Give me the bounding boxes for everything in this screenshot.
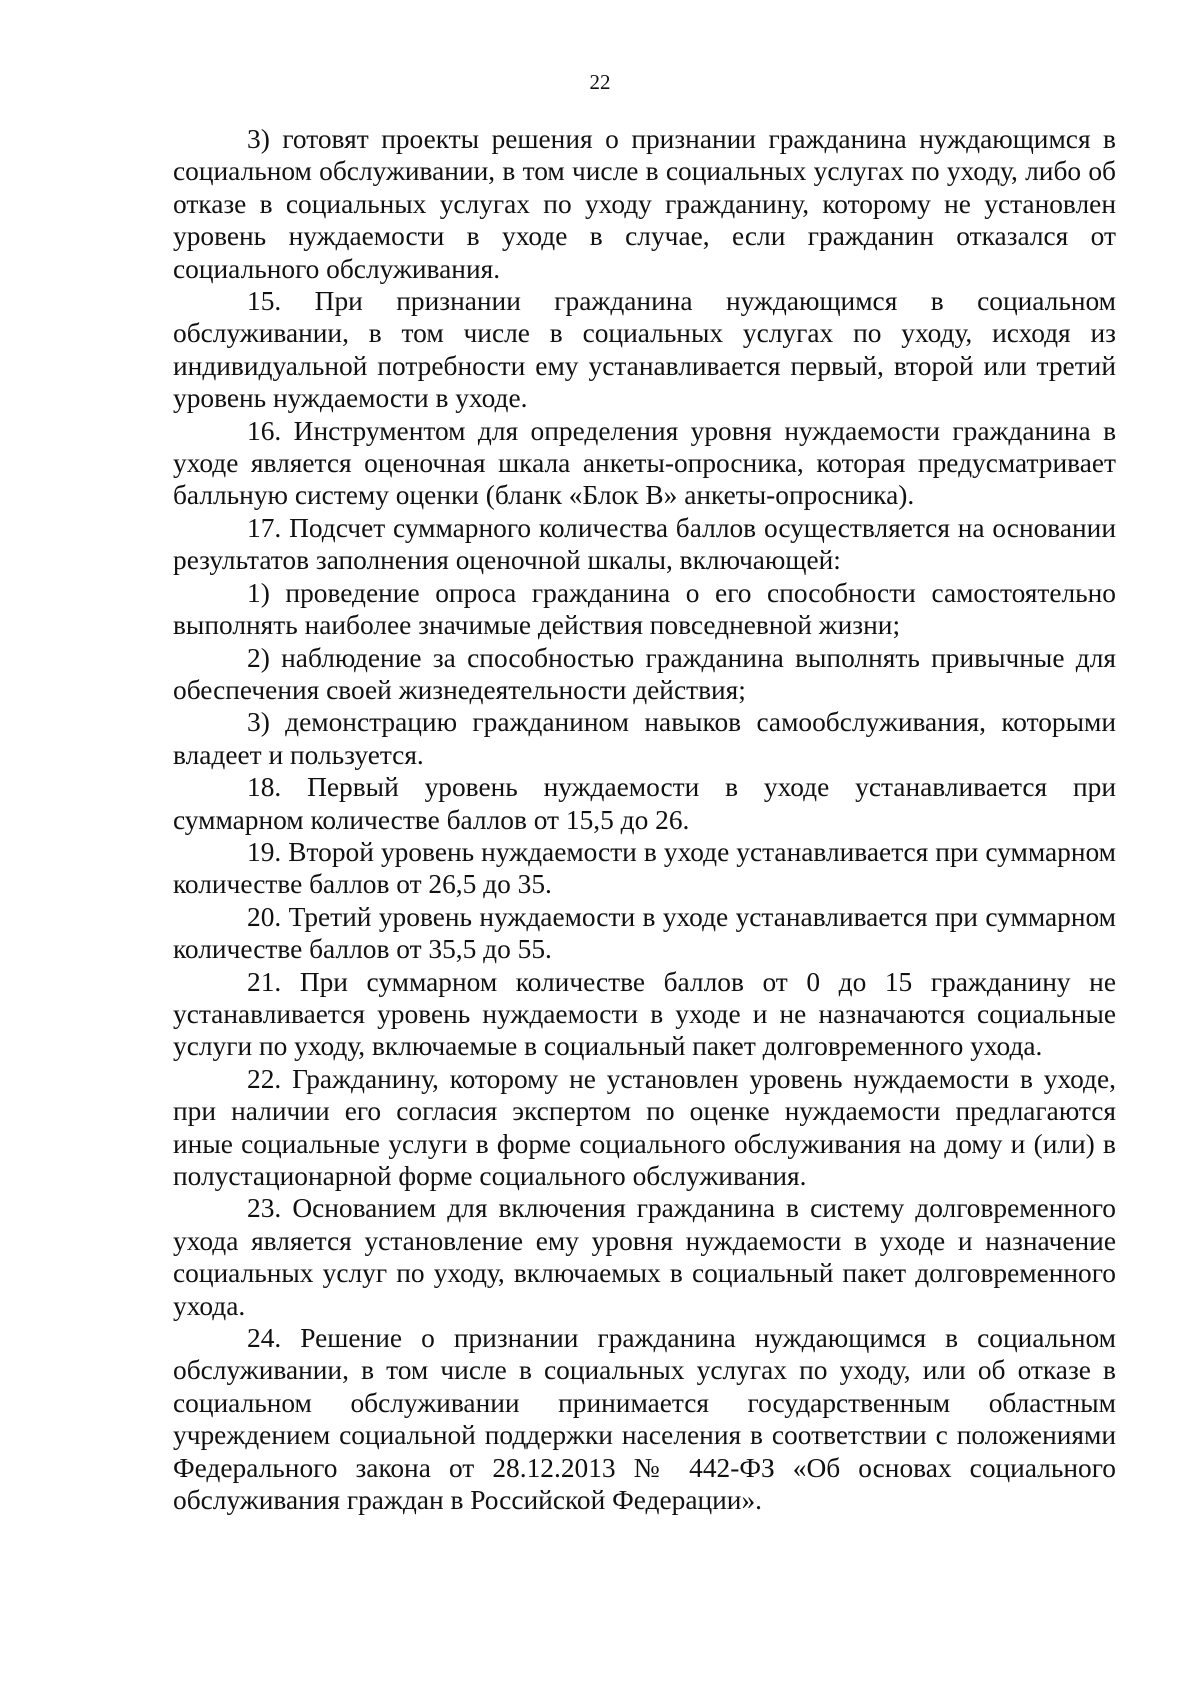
paragraph-20-third-level: 20. Третий уровень нуждаемости в уходе устанавливается при суммарном количестве баллов от 35,5 до 55.: [173, 901, 1116, 965]
list-item-3-demonstration: 3) демонстрацию гражданином навыков самообслуживания, которыми владеет и пользуется.: [173, 707, 1116, 770]
paragraph-18-first-level: 18. Первый уровень нуждаемости в уходе устанавливается при суммарном количестве баллов от 15,5 до 26.: [173, 772, 1116, 835]
paragraph-15-need-levels: 15. При признании гражданина нуждающимся в социальном обслуживании, в том числе в социальных услугах по уходу, исходя из индивидуальной потребности ему устанавливается первый, второй или третий уровень нуждаемости в уходе.: [173, 286, 1116, 414]
paragraph-19-second-level: 19. Второй уровень нуждаемости в уходе устанавливается при суммарном количестве баллов от 26,5 до 35.: [173, 836, 1116, 900]
paragraph-23-inclusion-basis: 23. Основанием для включения гражданина в систему долговременного ухода является установление ему уровня нуждаемости в уходе и назначение социальных услуг по уходу, включаемых в социальный пакет долговременного ухода.: [173, 1193, 1116, 1321]
paragraph-21-no-level: 21. При суммарном количестве баллов от 0 до 15 гражданину не устанавливается уровень нуждаемости в уходе и не назначаются социальные услуги по уходу, включаемые в социальный пакет долговременного ухода.: [173, 966, 1116, 1062]
page-number: 22: [589, 70, 611, 94]
paragraph-17-score-calculation: 17. Подсчет суммарного количества баллов осуществляется на основании результатов заполнения оценочной шкалы, включающей:: [173, 512, 1116, 576]
list-item-1-survey: 1) проведение опроса гражданина о его способности самостоятельно выполнять наиболее значимые действия повседневной жизни;: [173, 577, 1116, 641]
paragraph-16-assessment-tool: 16. Инструментом для определения уровня нуждаемости гражданина в уходе является оценочная шкала анкеты-опросника, которая предусматривает балльную систему оценки (бланк «Блок В» анкеты-опросника).: [173, 415, 1116, 511]
document-body: [173, 123, 1116, 1516]
list-item-2-observation: 2) наблюдение за способностью гражданина выполнять привычные для обеспечения своей жизнедеятельности действия;: [173, 642, 1116, 705]
paragraph-24-decision: 24. Решение о признании гражданина нуждающимся в социальном обслуживании, в том числе в социальных услугах по уходу, или об отказе в социальном обслуживании принимается государственным областным учреждением социальной поддержки населения в соответствии с положениями Федерального закона от 28.12.2013 № 442-ФЗ «Об основах социального обслуживания граждан в Российской Федерации».: [173, 1323, 1116, 1516]
paragraph-22-other-services: 22. Гражданину, которому не установлен уровень нуждаемости в уходе, при наличии его согласия экспертом по оценке нуждаемости предлагаются иные социальные услуги в форме социального обслуживания на дому и (или) в полустационарной форме социального обслуживания.: [173, 1063, 1116, 1191]
paragraph-subitem-3-prepare-decisions: 3) готовят проекты решения о признании гражданина нуждающимся в социальном обслуживании, в том числе в социальных услугах по уходу, либо об отказе в социальных услугах по уходу гражданину, которому не установлен уровень нуждаемости в уходе в случае, если гражданин отказался от социального обслуживания.: [173, 124, 1116, 284]
